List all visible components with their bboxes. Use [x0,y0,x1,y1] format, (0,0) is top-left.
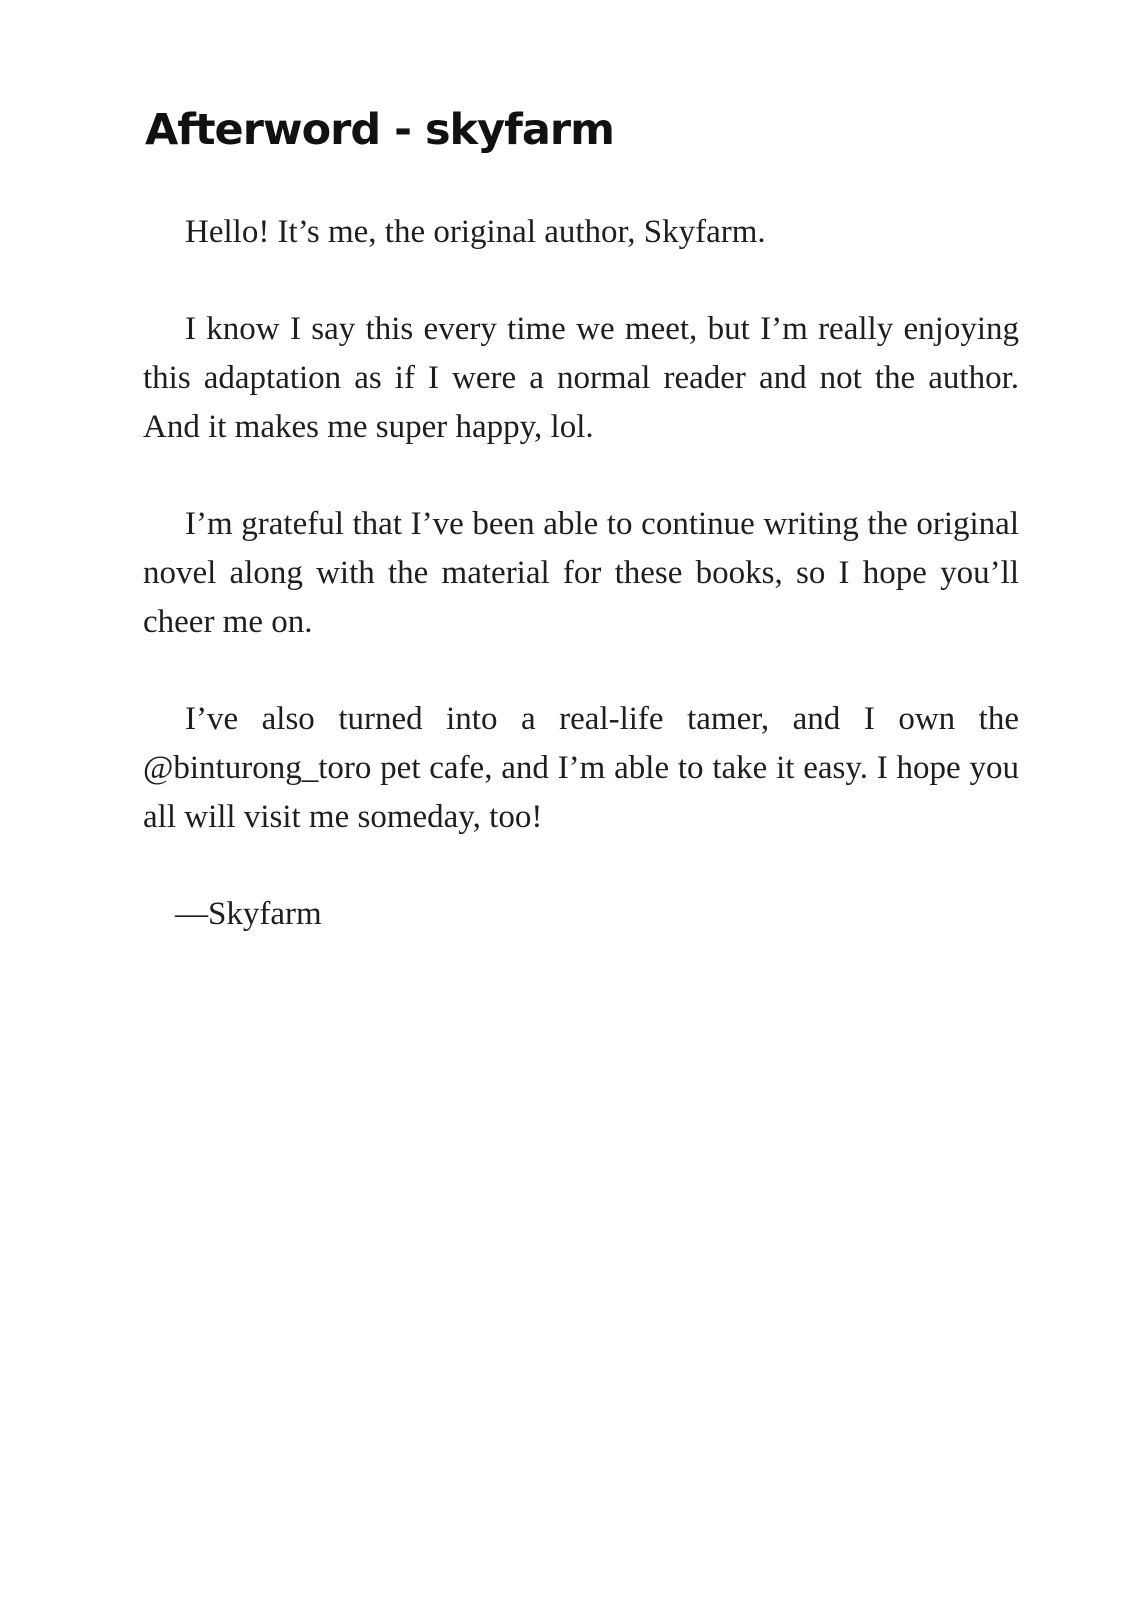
page-title: Afterword - skyfarm [145,105,614,155]
afterword-body [143,208,1019,939]
author-signature: —Skyfarm [175,896,322,932]
paragraph-gratitude: I’m grateful that I’ve been able to continue writing the original novel along with the material for these books, so I hope you’ll cheer me on. [143,506,1019,640]
paragraph-pet-cafe: I’ve also turned into a real-life tamer, and I own the @binturong_toro pet cafe, and I’m able to take it easy. I hope you all will visit me someday, too! [143,701,1019,835]
paragraph-greeting: Hello! It’s me, the original author, Skyfarm. [185,214,766,250]
paragraph-adaptation: I know I say this every time we meet, but I’m really enjoying this adaptation as if I were a normal reader and not the author. And it makes me super happy, lol. [143,311,1019,445]
